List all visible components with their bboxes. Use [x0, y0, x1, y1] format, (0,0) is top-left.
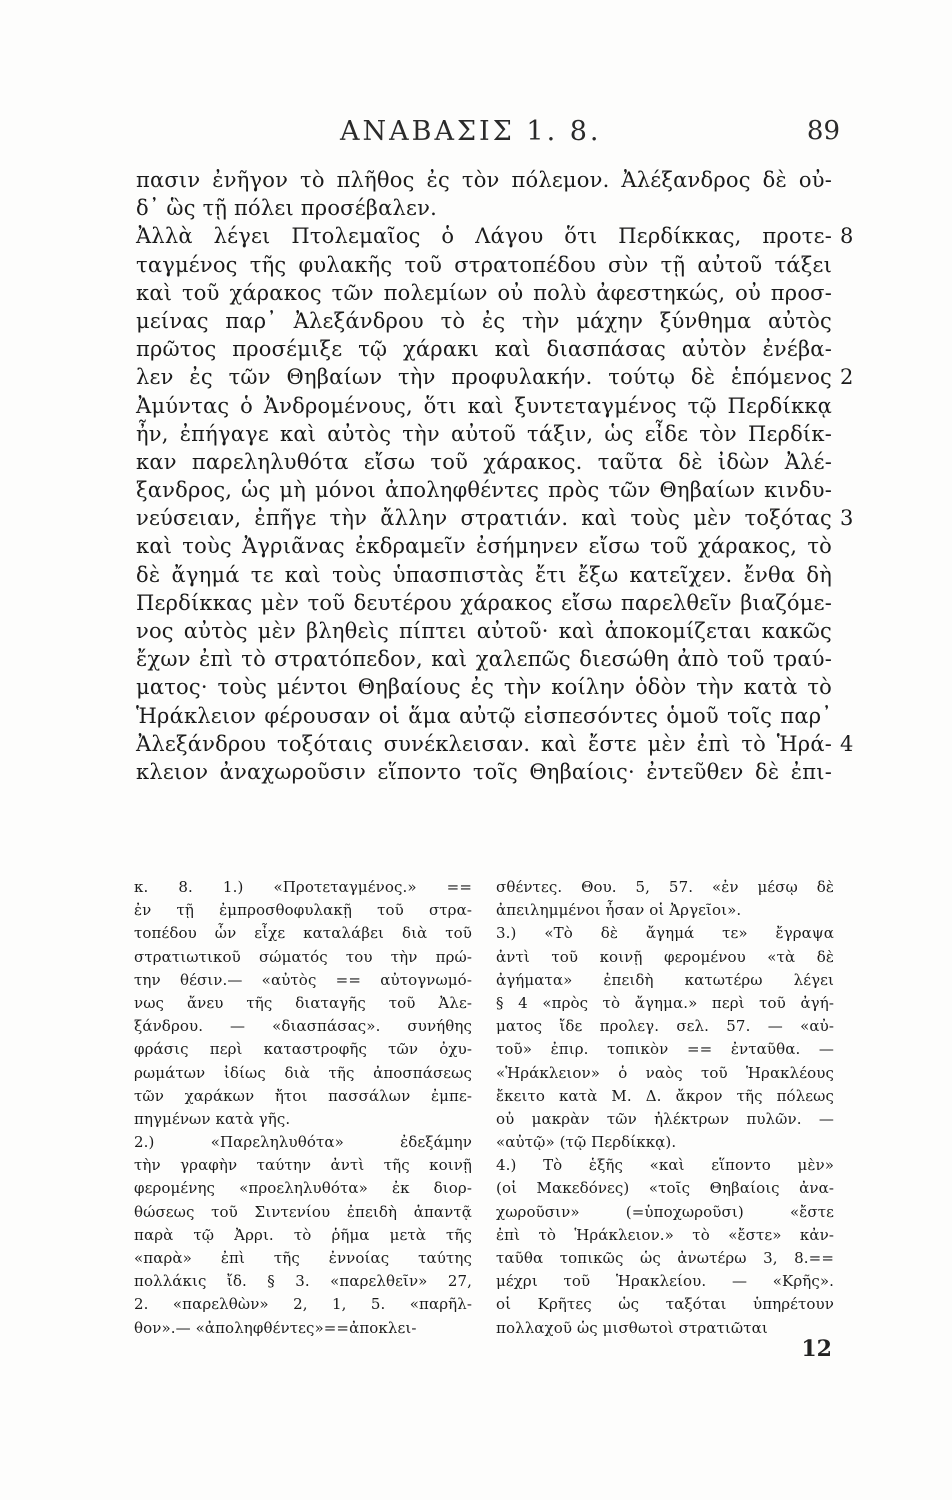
text-line-content: νεύσειαν, ἐπῆγε τὴν ἄλλην στρατιάν. καὶ τοὺς μὲν τοξότας — [136, 506, 832, 531]
footnote-line: φράσις περὶ καταστροφῆς τῶν ὀχυ- — [134, 1040, 472, 1059]
footnote-line: θον».— «ἀποληφθέντες»==ἀποκλει- — [134, 1318, 417, 1337]
text-line-content: Ἀλεξάνδρου τοξόταις συνέκλεισαν. καὶ ἔστε μὲν ἐπὶ τὸ Ἡρά- — [136, 731, 832, 756]
footnote-line: ἀπειλημμένοι ἦσαν οἱ Ἀργεῖοι». — [496, 901, 742, 920]
footnote-line: τοπέδου ὧν εἶχε καταλάβει διὰ τοῦ — [134, 924, 472, 943]
text-line — [136, 504, 854, 532]
footnote-line: 2. «παρελθὼν» 2, 1, 5. «παρῆλ- — [134, 1295, 472, 1314]
footnote-line: πολλάκις ἴδ. § 3. «παρελθεῖν» 27, — [134, 1272, 472, 1291]
footnote-line: πολλαχοῦ ὡς μισθωτοὶ στρατιῶται — [496, 1318, 768, 1337]
text-line-content: λεν ἐς τῶν Θηβαίων τὴν προφυλακήν. τούτῳ δὲ ἑπόμενος — [136, 365, 832, 390]
text-line — [136, 730, 854, 758]
footnote-line: ἔκειτο κατὰ Μ. Δ. ἄκρον τῆς πόλεως — [496, 1086, 834, 1105]
text-line: δὲ ἄγημά τε καὶ τοὺς ὑπασπιστὰς ἔτι ἔξω κατεῖχεν. ἔνθα δὴ — [136, 562, 832, 587]
footnote-line: ἐν τῇ ἐμπροσθοφυλακῇ τοῦ στρα- — [134, 901, 472, 920]
section-number-3: 3 — [840, 506, 854, 531]
footnote-line: μέχρι τοῦ Ἡρακλείου. — «Κρῆς». — [496, 1272, 834, 1291]
text-line: νος αὐτὸς μὲν βληθεὶς πίπτει αὐτοῦ· καὶ ἀποκομίζεται κακῶς — [136, 619, 832, 643]
text-line-content: Ἀλλὰ λέγει Πτολεμαῖος ὁ Λάγου ὅτι Περδίκκας, προτε- — [136, 224, 832, 249]
footnote-line: οὐ μακρὰν τῶν ἠλέκτρων πυλῶν. — — [496, 1109, 834, 1128]
footnote-line: κ. 8. 1.) «Προτεταγμένος.» == — [134, 878, 472, 896]
footnote-line: νως ἄνευ τῆς διαταγῆς τοῦ Ἀλε- — [134, 993, 472, 1012]
footnote-line: τὴν γραφὴν ταύτην ἀντὶ τῆς κοινῇ — [134, 1156, 472, 1175]
footnote-line: 2.) «Παρεληλυθότα» ἐδεξάμην — [134, 1133, 472, 1152]
footnote-line: τῶν χαράκων ἤτοι πασσάλων ἐμπε- — [134, 1086, 472, 1105]
section-number-4: 4 — [840, 731, 854, 756]
running-title: ΑΝΑΒΑΣΙΣ 1. 8. — [340, 116, 602, 147]
text-line: καὶ τοὺς Ἀγριᾶνας ἐκδραμεῖν ἐσήμηνεν εἴσω τοῦ χάρακος, τὸ — [136, 534, 832, 559]
text-line — [136, 363, 854, 391]
footnote-line: ρωμάτων ἰδίως διὰ τῆς ἀποσπάσεως — [134, 1063, 472, 1082]
footnote-line: 4.) Τὸ ἑξῆς «καὶ εἵποντο μὲν» — [496, 1156, 834, 1175]
footnote-line: πηγμένων κατὰ γῆς. — [134, 1109, 291, 1128]
text-line: ξανδρος, ὡς μὴ μόνοι ἀποληφθέντες πρὸς τῶν Θηβαίων κινδυ- — [136, 478, 832, 503]
text-line: καὶ τοῦ χάρακος τῶν πολεμίων οὐ πολὺ ἀφεστηκώς, οὐ προσ- — [136, 280, 832, 305]
footnote-line: ματος ἴδε προλεγ. σελ. 57. — «αὐ- — [496, 1017, 834, 1036]
footnote-line: φερομένης «προεληλυθότα» ἐκ διορ- — [134, 1179, 472, 1198]
footnote-line: σθέντες. Θου. 5, 57. «ἐν μέσῳ δὲ — [496, 878, 834, 896]
text-line — [136, 222, 854, 250]
text-line: δ᾽ ὣς τῇ πόλει προσέβαλεν. — [136, 196, 437, 221]
page-header — [140, 116, 840, 156]
footnote-line: χωροῦσιν» (=ὑποχωροῦσι) «ἔστε — [496, 1202, 834, 1221]
text-line: ταγμένος τῆς φυλακῆς τοῦ στρατοπέδου σὺν τῇ αὐτοῦ τάξει — [136, 252, 832, 277]
text-line: καν παρεληλυθότα εἴσω τοῦ χάρακος. ταῦτα δὲ ἰδὼν Ἀλέ- — [136, 449, 832, 474]
section-number-8: 8 — [840, 224, 854, 249]
footnote-line: «Ἡράκλειον» ὁ ναὸς τοῦ Ἡρακλέους — [496, 1063, 834, 1082]
text-line: πασιν ἐνῆγον τὸ πλῆθος ἐς τὸν πόλεμον. Ἀλέξανδρος δὲ οὐ- — [136, 168, 832, 192]
footnote-line: 3.) «Τὸ δὲ ἄγημά τε» ἔγραψα — [496, 924, 834, 943]
footnote-line: την θέσιν.— «αὐτὸς == αὐτογνωμό- — [134, 970, 472, 989]
footnotes — [134, 876, 834, 1336]
footnote-line: τοῦ» ἐπιρ. τοπικὸν == ἐνταῦθα. — — [496, 1040, 834, 1059]
footnote-line: ξάνδρου. — «διασπάσας». συνήθης — [134, 1017, 472, 1036]
footnote-line: (οἱ Μακεδόνες) «τοῖς Θηβαίοις ἀνα- — [496, 1179, 834, 1198]
footnote-line: στρατιωτικοῦ σώματός του τὴν πρώ- — [134, 947, 472, 966]
text-line: ἦν, ἐπήγαγε καὶ αὐτὸς τὴν αὐτοῦ τάξιν, ὡς εἶδε τὸν Περδίκ- — [136, 421, 832, 446]
section-number-2: 2 — [840, 365, 854, 390]
text-line: Ἡράκλειον φέρουσαν οἱ ἅμα αὐτῷ εἰσπεσόντες ὁμοῦ τοῖς παρ᾽ — [136, 703, 832, 728]
text-line: ματος· τοὺς μέντοι Θηβαίους ἐς τὴν κοίλην ὁδὸν τὴν κατὰ τὸ — [136, 675, 832, 700]
footnote-line: ἐπὶ τὸ Ἡράκλειον.» τὸ «ἔστε» κἀν- — [496, 1225, 834, 1244]
footnote-line: «αὐτῷ» (τῷ Περδίκκᾳ). — [496, 1133, 677, 1152]
text-line: μείνας παρ᾽ Ἀλεξάνδρου τὸ ἐς τὴν μάχην ξύνθημα αὐτὸς — [136, 308, 832, 333]
footnote-line: οἱ Κρῆτες ὡς ταξόται ὑπηρέτουν — [496, 1295, 834, 1314]
footnote-line: ἀγήματα» ἐπειδὴ κατωτέρω λέγει — [496, 970, 834, 989]
text-line: ἔχων ἐπὶ τὸ στρατόπεδον, καὶ χαλεπῶς διεσώθη ἀπὸ τοῦ τραύ- — [136, 647, 832, 672]
footnote-line: παρὰ τῷ Ἀρρι. τὸ ῥῆμα μετὰ τῆς — [134, 1225, 472, 1244]
footnote-line: «παρὰ» ἐπὶ τῆς ἐννοίας ταύτης — [134, 1249, 472, 1267]
signature-mark: 12 — [801, 1336, 832, 1362]
page-number: 89 — [806, 116, 840, 146]
footnotes-left-column — [134, 876, 472, 1340]
footnote-line: § 4 «πρὸς τὸ ἄγημα.» περὶ τοῦ ἀγή- — [496, 993, 834, 1012]
footnote-line: ἀντὶ τοῦ κοινῇ φερομένου «τὰ δὲ — [496, 947, 834, 966]
text-line: Ἀμύντας ὁ Ἀνδρομένους, ὅτι καὶ ξυντεταγμένος τῷ Περδίκκᾳ — [136, 393, 832, 418]
text-line: πρῶτος προσέμιξε τῷ χάρακι καὶ διασπάσας αὐτὸν ἐνέβα- — [136, 337, 832, 362]
footnotes-right-column — [496, 876, 834, 1340]
footnote-line: θώσεως τοῦ Σιντενίου ἐπειδὴ ἁπαντᾷ — [134, 1202, 472, 1221]
text-line: Περδίκκας μὲν τοῦ δευτέρου χάρακος εἴσω παρελθεῖν βιαζόμε- — [136, 590, 832, 615]
main-text-body — [136, 166, 854, 786]
footnote-line: ταῦθα τοπικῶς ὡς ἀνωτέρω 3, 8.== — [496, 1249, 834, 1267]
text-line: κλειον ἀναχωροῦσιν εἵποντο τοῖς Θηβαίοις· ἐντεῦθεν δὲ ἐπι- — [136, 759, 832, 784]
